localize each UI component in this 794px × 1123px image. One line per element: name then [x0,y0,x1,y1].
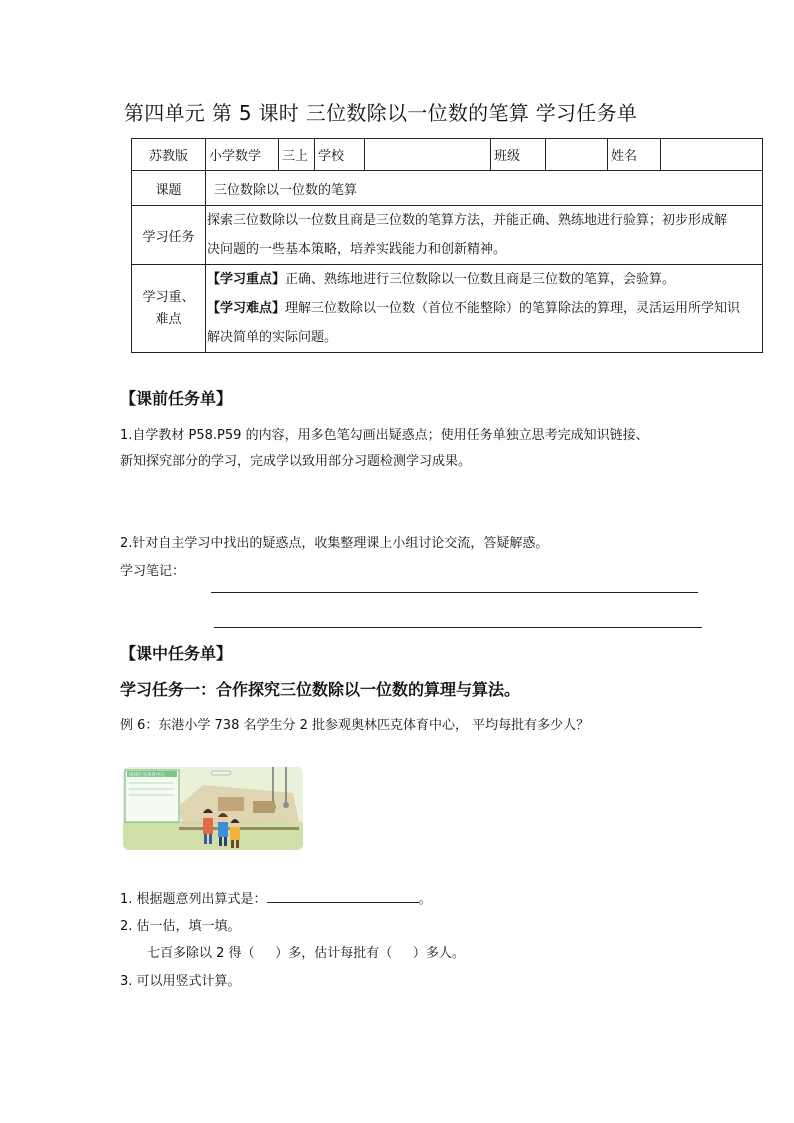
cell-edition: 苏教版 [132,139,206,171]
stadium-illustration-image [123,767,303,850]
cell-grade: 三上 [279,139,315,171]
question-2: 2. 估一估，填一填。 [120,919,241,934]
notes-line-1[interactable] [211,592,698,593]
question-2-fill[interactable]: 七百多除以 2 得（ ）多，估计每批有（ ）多人。 [147,946,465,961]
table-row [132,206,763,265]
pre-item-1-line-2: 新知探究部分的学习，完成学以致用部分习题检测学习成果。 [120,454,472,469]
cell-class-value[interactable] [546,139,608,171]
difficulty-tag: 【学习难点】 [207,301,286,316]
cell-class-label: 班级 [491,139,546,171]
pre-item-2: 2.针对自主学习中找出的疑惑点，收集整理课上小组讨论交流，答疑解惑。 [120,536,549,551]
difficulty-text-1: 理解三位数除以一位数（首位不能整除）的笔算除法的算理，灵活运用所学知识 [285,301,741,316]
cell-school-label: 学校 [315,139,365,171]
table-row [132,139,763,171]
key-point-text: 正确、熟练地进行三位数除以一位数且商是三位数的笔算，会验算。 [285,272,676,287]
focus-label [132,265,206,353]
stadium-illustration [123,767,303,850]
pre-item-1-line-1: 1.自学教材 P58.P59 的内容，用多色笔勾画出疑惑点；使用任务单独立思考完成知识链接、 [120,428,649,443]
sign-text: 奥林匹克体育中心 [129,773,165,778]
task-line-1: 探索三位数除以一位数且商是三位数的笔算方法，并能正确、熟练地进行验算；初步形成解 [207,213,728,228]
example-6: 例 6：东港小学 738 名学生分 2 批参观奥林匹克体育中心， 平均每批有多少人？ [120,718,590,733]
question-1-suffix: 。 [418,892,432,907]
task-label: 学习任务 [132,206,206,265]
cell-name-value[interactable] [661,139,763,171]
question-3: 3. 可以用竖式计算。 [120,974,241,989]
question-1-prefix: 1. 根据题意列出算式是： [120,892,267,907]
table-row [132,265,763,353]
key-point-tag: 【学习重点】 [207,272,286,287]
notes-label: 学习笔记： [120,564,186,579]
question-1 [120,888,432,907]
page-title: 第四单元 第 5 课时 三位数除以一位数的笔算 学习任务单 [124,101,638,125]
cell-school-value[interactable] [365,139,491,171]
focus-label-line-2: 难点 [155,311,182,327]
difficulty-text-2: 解决简单的实际问题。 [207,330,338,345]
task-line-2: 决问题的一些基本策略，培养实践能力和创新精神。 [207,242,507,257]
pre-class-heading: 【课前任务单】 [120,389,233,408]
cell-name-label: 姓名 [608,139,661,171]
task-value [206,206,763,265]
focus-label-line-1: 学习重、 [142,289,195,305]
task-one-heading: 学习任务一：合作探究三位数除以一位数的算理与算法。 [120,680,521,699]
table-row [132,171,763,206]
notes-line-2[interactable] [214,627,702,628]
info-table [131,138,763,353]
in-class-heading: 【课中任务单】 [120,644,233,663]
focus-value [206,265,763,353]
topic-value: 三位数除以一位数的笔算 [206,171,763,206]
equation-blank[interactable] [267,888,419,903]
cell-subject: 小学数学 [206,139,279,171]
topic-label: 课题 [132,171,206,206]
